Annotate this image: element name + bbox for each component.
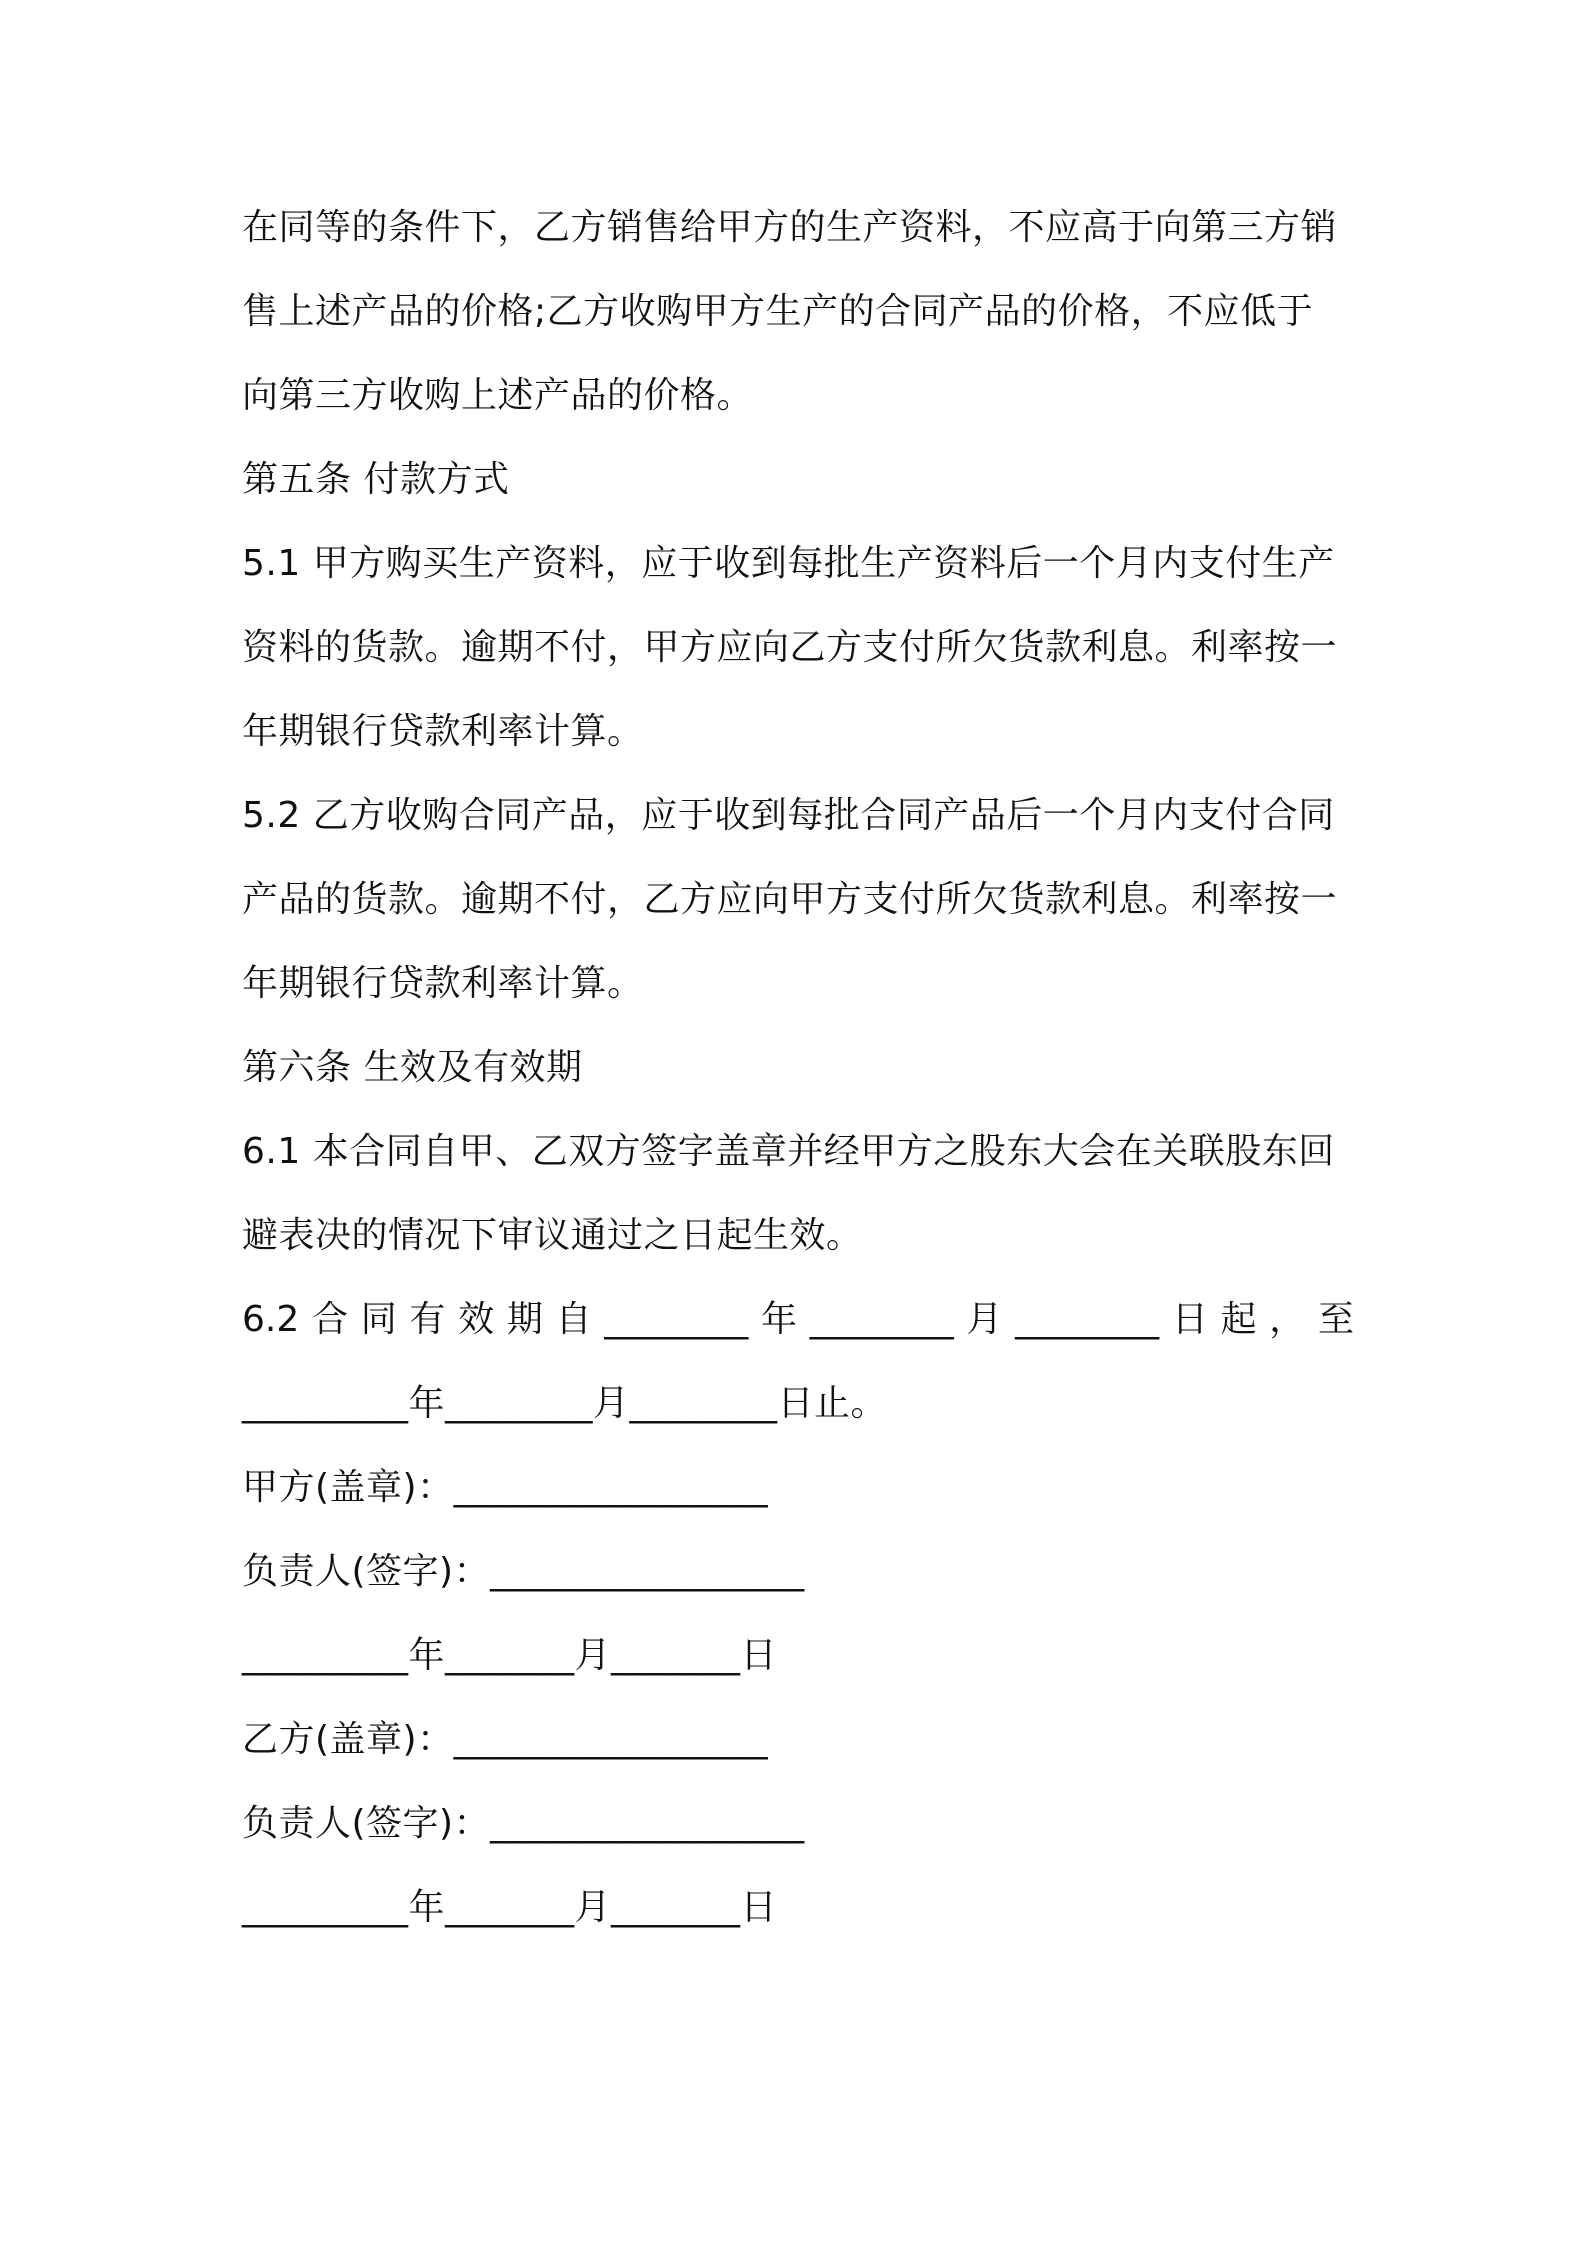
clause-char: 日 <box>1171 1299 1208 1340</box>
clause-char: 有 <box>409 1299 446 1340</box>
clause-5-1-line: 资料的货款。逾期不付，甲方应向乙方支付所欠货款利息。利率按一 <box>242 627 1338 668</box>
party-b-date-line: _________年_______月_______日 <box>242 1887 777 1928</box>
paragraph-line: 在同等的条件下，乙方销售给甲方的生产资料，不应高于向第三方销 <box>242 207 1338 248</box>
party-a-seal-line: 甲方(盖章)：_________________ <box>242 1467 769 1508</box>
clause-6-1-line: 6.1 本合同自甲、乙双方签字盖章并经甲方之股东大会在关联股东回 <box>242 1131 1335 1172</box>
clause-char: 起 <box>1220 1299 1257 1340</box>
clause-6-2-line <box>242 1298 1354 1342</box>
clause-char: 至 <box>1317 1299 1354 1340</box>
clause-5-1-line: 年期银行贷款利率计算。 <box>242 711 644 752</box>
clause-5-2-line: 年期银行贷款利率计算。 <box>242 963 644 1004</box>
clause-6-1-line: 避表决的情况下审议通过之日起生效。 <box>242 1215 863 1256</box>
clause-char: ， <box>1269 1299 1306 1340</box>
party-a-signatory-line: 负责人(签字)：_________________ <box>242 1551 805 1592</box>
clause-char: 期 <box>506 1299 543 1340</box>
paragraph-line: 向第三方收购上述产品的价格。 <box>242 375 754 416</box>
party-b-seal-line: 乙方(盖章)：_________________ <box>242 1719 769 1760</box>
year-blank: ________ <box>604 1299 749 1340</box>
day-blank: ________ <box>1015 1299 1160 1340</box>
clause-char: 同 <box>360 1299 397 1340</box>
month-blank: ________ <box>809 1299 954 1340</box>
party-a-date-line: _________年_______月_______日 <box>242 1635 777 1676</box>
clause-char: 月 <box>966 1299 1003 1340</box>
clause-char: 年 <box>760 1299 797 1340</box>
article-5-heading: 第五条 付款方式 <box>242 459 510 500</box>
clause-char: 效 <box>458 1299 495 1340</box>
party-b-signatory-line: 负责人(签字)：_________________ <box>242 1803 805 1844</box>
article-6-heading: 第六条 生效及有效期 <box>242 1047 583 1088</box>
validity-end-date-line: _________年________月________日止。 <box>242 1383 888 1424</box>
clause-char: 合 <box>311 1299 348 1340</box>
clause-5-1-line: 5.1 甲方购买生产资料，应于收到每批生产资料后一个月内支付生产 <box>242 543 1335 584</box>
paragraph-line: 售上述产品的价格;乙方收购甲方生产的合同产品的价格，不应低于 <box>242 291 1314 332</box>
clause-5-2-line: 5.2 乙方收购合同产品，应于收到每批合同产品后一个月内支付合同 <box>242 795 1335 836</box>
clause-char: 自 <box>555 1299 592 1340</box>
clause-5-2-line: 产品的货款。逾期不付，乙方应向甲方支付所欠货款利息。利率按一 <box>242 879 1338 920</box>
clause-number: 6.2 <box>242 1299 300 1340</box>
